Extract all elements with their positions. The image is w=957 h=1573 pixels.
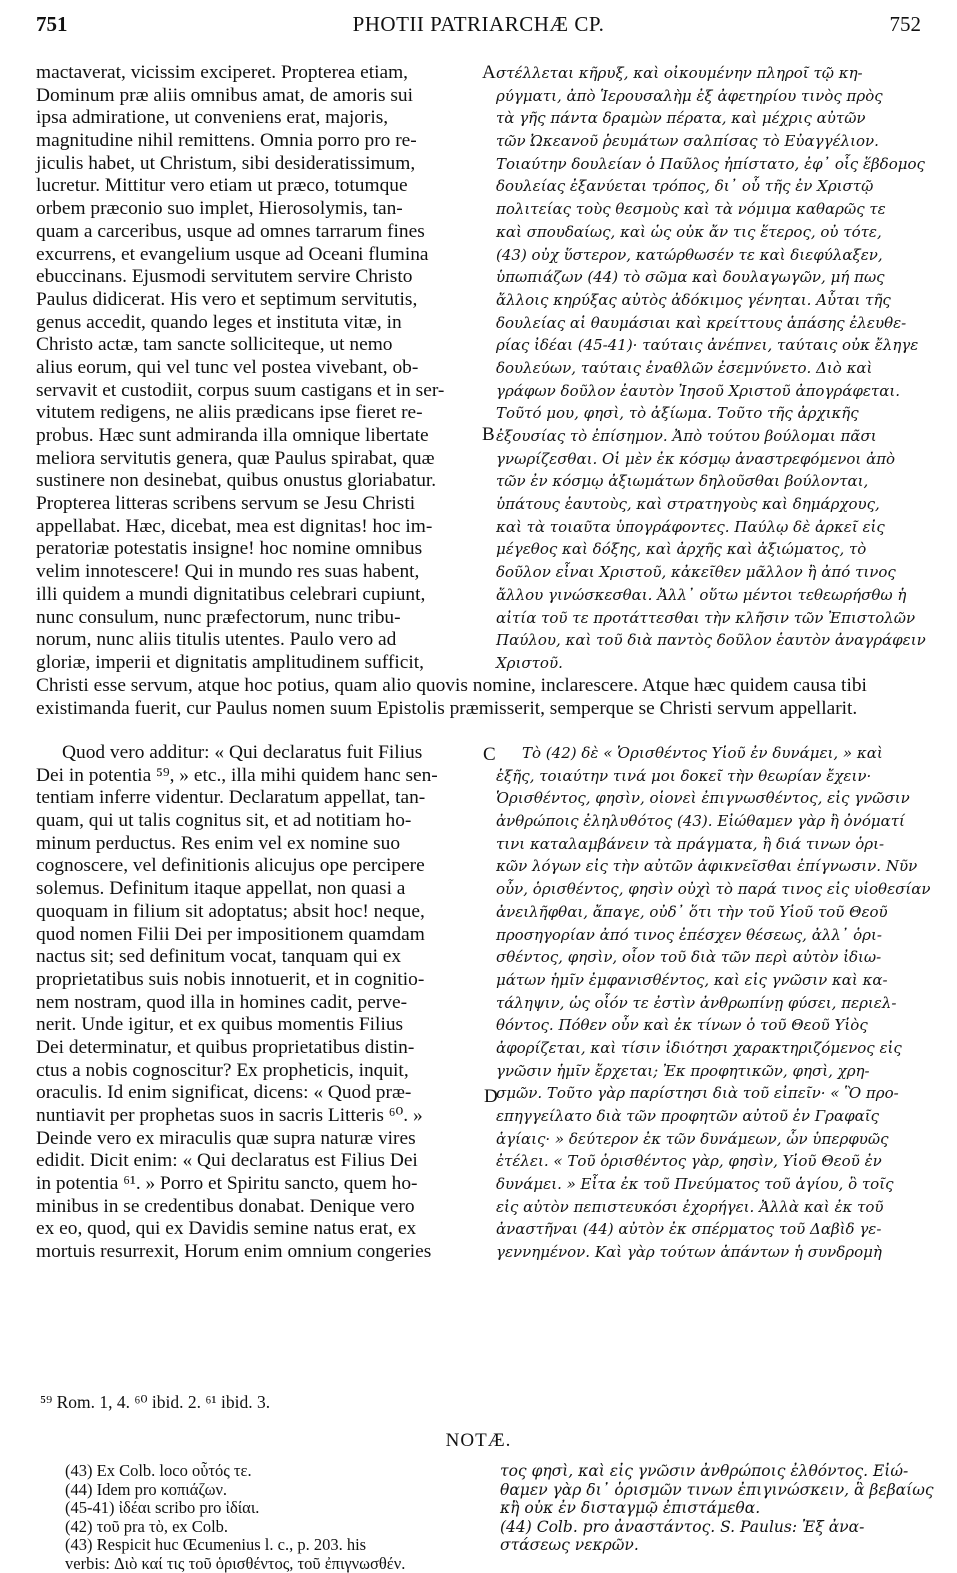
latin-text-line: tentiam inferre videntur. Declaratum appellat, tan- xyxy=(36,787,484,810)
latin-text-line: in potentia ⁶¹. » Porro et Spiritu sancto, quem ho- xyxy=(36,1173,484,1196)
greek-text-line: οὖν, ὁρισθέντος, φησὶν οὐχὶ τὸ παρά τινος εἰς υἱοθεσίαν xyxy=(496,878,926,901)
note-line: κἢ οὐκ ἐν δισταγμῷ ἐπιστάμεθα. xyxy=(500,1499,925,1518)
latin-text-line: lucretur. Mittitur vero etiam ut præco, totumque xyxy=(36,175,484,198)
latin-column-c xyxy=(36,742,484,1264)
greek-text-line: γνῶσιν ἡμῖν ἔρχεται; Ἐκ προφητικῶν, φησὶ, χρη- xyxy=(496,1060,926,1083)
greek-text-line: ἐξουσίας τὸ ἐπίσημον. Ἀπὸ τούτου βούλομαι πᾶσι xyxy=(496,425,926,448)
margin-marker-a: A xyxy=(482,62,496,84)
latin-text-line: Deinde vero ex miraculis quæ supra naturæ vires xyxy=(36,1128,484,1151)
greek-text-line: κῶν λόγων εἰς τὴν αὐτῶν ἀφικνεῖσθαι ἐπίγνωσιν. Νῦν xyxy=(496,855,926,878)
latin-text-line: quam, qui ut talis cognitus sit, et ad notitiam ho- xyxy=(36,810,484,833)
latin-text-line: Quod vero additur: « Qui declaratus fuit Filius xyxy=(36,742,484,765)
latin-text-line: genus accedit, quando leges et instituta vitæ, in xyxy=(36,312,484,335)
full-width-paragraph xyxy=(36,675,921,720)
greek-text-line: ἐτέλει. « Τοῦ ὁρισθέντος γὰρ, φησὶν, Υἱοῦ Θεοῦ ἐν xyxy=(496,1150,926,1173)
greek-column-c xyxy=(496,742,926,1264)
latin-text-line: vitutem redigens, ne aliis prædicans ipse fieret re- xyxy=(36,402,484,425)
latin-text-line: minum perductus. Res enim vel ex nomine suo xyxy=(36,833,484,856)
latin-text-line: probus. Hæc sunt admiranda illa omnique libertate xyxy=(36,425,484,448)
greek-text-line: σμῶν. Τοῦτο γὰρ παρίστησι διὰ τοῦ εἰπεῖν· « Ὃ προ- xyxy=(496,1082,926,1105)
latin-text-line: Christo actæ, tam sancte solliciteque, ut nemo xyxy=(36,334,484,357)
margin-marker-c: C xyxy=(483,744,496,766)
greek-text-line: πολιτείας τοὺς θεσμοὺς καὶ τὰ νόμιμα καθαρῶς τε xyxy=(496,198,926,221)
latin-text-line: Paulus didicerat. His vero et septimum servitutis, xyxy=(36,289,484,312)
greek-text-line: ἄλλου γινώσκεσθαι. Ἀλλ᾽ οὕτω μέντοι τεθεωρήσθω ἡ xyxy=(496,584,926,607)
latin-text-line: velim innotescere! Qui in mundo res suas habent, xyxy=(36,561,484,584)
greek-text-line: ὑπωπιάζων (44) τὸ σῶμα καὶ δουλαγωγῶν, μή πως xyxy=(496,266,926,289)
greek-text-line: ἀνθρώποις ἐληλυθότος (43). Εἰώθαμεν γὰρ ἢ ὀνόματί xyxy=(496,810,926,833)
note-line: verbis: Διὸ καί τις τοῦ ὁρισθέντος, τοῦ ἐπιγνωσθέν. xyxy=(65,1555,485,1573)
greek-text-line: γνωρίζεσθαι. Οἱ μὲν ἐκ κόσμῳ ἀναστρεφόμενοι ἀπὸ xyxy=(496,448,926,471)
greek-text-line: ἀνειλῆφθαι, ἄπαγε, οὐδ᾽ ὅτι τὴν τοῦ Υἱοῦ τοῦ Θεοῦ xyxy=(496,901,926,924)
margin-marker-d: D xyxy=(484,1086,498,1108)
latin-text-line: nem nostram, quod illa in homines cadit, perve- xyxy=(36,992,484,1015)
latin-text-line: nerit. Unde igitur, et ex quibus momentis Filius xyxy=(36,1014,484,1037)
latin-text-line: Dei determinatur, et quibus proprietatibus distin- xyxy=(36,1037,484,1060)
greek-text-line: αἰτία τοῦ τε προτάττεσθαι τὴν κλῆσιν τῶν Ἐπιστολῶν xyxy=(496,607,926,630)
greek-text-line: Χριστοῦ. xyxy=(496,652,926,675)
latin-text-line: sustinere non desinebat, quibus onustus gloriabatur. xyxy=(36,470,484,493)
latin-text-line: mortuis resurrexit, Horum enim omnium congeries xyxy=(36,1241,484,1264)
greek-text-line: τινι καταλαμβάνειν τὰ πράγματα, ἢ διά τινων ὁρι- xyxy=(496,833,926,856)
greek-text-line: δουλείας αἱ θαυμάσιαι καὶ κρείττους ἁπάσης ἐλευθε- xyxy=(496,312,926,335)
note-line: (45-41) ἰδέαι scribo pro ἰδίαι. xyxy=(65,1499,485,1518)
note-line: τος φησὶ, καὶ εἰς γνῶσιν ἀνθρώποις ἐλθόντος. Εἰώ- xyxy=(500,1462,925,1481)
page-header xyxy=(36,12,921,46)
latin-column-a xyxy=(36,62,484,675)
latin-text-line: quod nomen Filii Dei per impositionem quamdam xyxy=(36,924,484,947)
latin-text-line: excurrens, et evangelium usque ad Oceani flumina xyxy=(36,244,484,267)
greek-text-line: δυνάμει. » Εἶτα ἐκ τοῦ Πνεύματος τοῦ ἁγίου, ὃ τοῖς xyxy=(496,1173,926,1196)
greek-column-a xyxy=(496,62,926,675)
greek-text-line: Τὸ (42) δὲ « Ὁρισθέντος Υἱοῦ ἐν δυνάμει, » καὶ xyxy=(496,742,926,765)
running-title: PHOTII PATRIARCHÆ CP. xyxy=(36,12,921,37)
greek-text-line: ἁγίαις· » δεύτερον ἐκ τῶν δυνάμεων, ὧν ὑπερφυῶς xyxy=(496,1128,926,1151)
latin-text-line: gloriæ, imperii et dignitatis amplitudinem sufficit, xyxy=(36,652,484,675)
text-line: Christi esse servum, atque hoc potius, quam alio quovis nomine, inclarescere. Atque hæc quidem causa tibi xyxy=(36,675,921,698)
greek-text-line: τῶν Ὠκεανοῦ ῥευμάτων σαλπίσας τὸ Εὐαγγέλιον. xyxy=(496,130,926,153)
latin-text-line: ctus a nobis cognoscitur? Ex propheticis, inquit, xyxy=(36,1060,484,1083)
page-number-left: 751 xyxy=(36,12,68,37)
greek-text-line: Τοῦτό μου, φησὶ, τὸ ἀξίωμα. Τοῦτο τῆς ἀρχικῆς xyxy=(496,402,926,425)
scripture-footnote: ⁵⁹ Rom. 1, 4. ⁶⁰ ibid. 2. ⁶¹ ibid. 3. xyxy=(40,1392,270,1413)
greek-text-line: καὶ σπουδαίως, καὶ ὡς οὐκ ἄν τις ἕτερος, οὐ τότε, xyxy=(496,221,926,244)
greek-text-line: δουλείας ἐξανύεται τρόπος, δι᾽ οὗ τῆς ἐν Χριστῷ xyxy=(496,175,926,198)
latin-text-line: solemus. Definitum itaque appellat, non quasi a xyxy=(36,878,484,901)
greek-text-line: εἰς αὐτὸν πεπιστευκόσι ἐχορήγει. Ἀλλὰ καὶ ἐκ τοῦ xyxy=(496,1196,926,1219)
greek-text-line: στέλλεται κῆρυξ, καὶ οἰκουμένην πληροῖ τῷ κη- xyxy=(496,62,926,85)
latin-text-line: ex eo, quod, qui ex Davidis semine natus erat, ex xyxy=(36,1218,484,1241)
latin-text-line: edidit. Dicit enim: « Qui declaratus est Filius Dei xyxy=(36,1150,484,1173)
note-line: (43) Ex Colb. loco οὗτός τε. xyxy=(65,1462,485,1481)
greek-text-line: προσηγορίαν ἀπό τινος ἐπέσχεν θέσεως, ἀλλ᾽ ὁρι- xyxy=(496,924,926,947)
greek-text-line: ἀναστῆναι (44) αὐτὸν ἐκ σπέρματος τοῦ Δαβὶδ γε- xyxy=(496,1218,926,1241)
note-line: (42) τοῦ pra τὸ, ex Colb. xyxy=(65,1518,485,1537)
greek-text-line: μάτων ἡμῖν ἐμφανισθέντος, καὶ εἰς γνῶσιν καὶ κα- xyxy=(496,969,926,992)
greek-text-line: Ὁρισθέντος, φησὶν, οἱονεὶ ἐπιγνωσθέντος, εἰς γνῶσιν xyxy=(496,787,926,810)
greek-text-line: γεννημένον. Καὶ γὰρ τούτων ἁπάντων ἡ συνδρομὴ xyxy=(496,1241,926,1264)
greek-text-line: σθέντος, φησὶν, οἷον τοῦ διὰ τῶν περὶ αὐτὸν ἰδιω- xyxy=(496,946,926,969)
latin-text-line: quoquam in filium sit adoptatus; absit hoc! neque, xyxy=(36,901,484,924)
latin-text-line: proprietatibus suis nobis innotuerit, et in cognitio- xyxy=(36,969,484,992)
latin-text-line: peratoriæ potestatis insigne! hoc nomine omnibus xyxy=(36,538,484,561)
latin-text-line: magnitudine nihil remittens. Omnia porro pro re- xyxy=(36,130,484,153)
greek-text-line: μέγεθος καὶ δόξης, καὶ ἀρχῆς καὶ ἀξιώματος, τὸ xyxy=(496,538,926,561)
latin-text-line: norum, nunc aliis titulis utentes. Paulo vero ad xyxy=(36,629,484,652)
latin-text-line: meliora servitutis genera, quæ Paulus spirabat, quæ xyxy=(36,448,484,471)
greek-text-line: (43) οὐχ ὕστερον, κατώρθωσέν τε καὶ διεφύλαξεν, xyxy=(496,244,926,267)
notes-right-column xyxy=(500,1462,925,1555)
latin-text-line: minibus in se credentibus donabat. Denique vero xyxy=(36,1196,484,1219)
notae-heading: NOTÆ. xyxy=(0,1430,957,1452)
latin-text-line: quam a carceribus, usque ad omnes tarrarum fines xyxy=(36,221,484,244)
greek-text-line: ἑξῆς, τοιαύτην τινά μοι δοκεῖ τὴν θεωρίαν ἔχειν· xyxy=(496,765,926,788)
greek-text-line: τὰ γῆς πάντα δραμὼν πέρατα, καὶ μέχρις αὐτῶν xyxy=(496,107,926,130)
latin-text-line: servavit et custodiit, corpus suum castigans et in ser- xyxy=(36,380,484,403)
greek-text-line: δοῦλον εἶναι Χριστοῦ, κἀκεῖθεν μᾶλλον ἢ ἀπό τινος xyxy=(496,561,926,584)
latin-text-line: ipsa admiratione, ut conveniens erat, majoris, xyxy=(36,107,484,130)
greek-text-line: γράφων δοῦλον ἑαυτὸν Ἰησοῦ Χριστοῦ ἀπογράφεται. xyxy=(496,380,926,403)
note-line: (44) Idem pro κοπιάζων. xyxy=(65,1481,485,1500)
greek-text-line: Τοιαύτην δουλείαν ὁ Παῦλος ἠπίστατο, ἐφ᾽ οἷς ἕβδομος xyxy=(496,153,926,176)
latin-text-line: mactaverat, vicissim exciperet. Propterea etiam, xyxy=(36,62,484,85)
latin-text-line: ebuccinans. Ejusmodi servitutem servire Christo xyxy=(36,266,484,289)
note-line: θαμεν γὰρ δι᾽ ὁρισμῶν τινων ἐπιγινώσκειν, ἃ βεβαίως xyxy=(500,1481,925,1500)
greek-text-line: Παύλου, καὶ τοῦ διὰ παντὸς δοῦλον ἑαυτὸν ἀναγράφειν xyxy=(496,629,926,652)
greek-text-line: τάληψιν, ὡς οἷόν τε ἐστὶν ἀνθρωπίνῃ φύσει, περιελ- xyxy=(496,992,926,1015)
page-number-right: 752 xyxy=(890,12,922,37)
latin-text-line: nunc consulum, nunc præfectorum, nunc tribu- xyxy=(36,607,484,630)
margin-marker-b: B xyxy=(482,424,495,446)
latin-text-line: cognoscere, vel definitionis alicujus ope percipere xyxy=(36,855,484,878)
greek-text-line: ρύγματι, ἀπὸ Ἱερουσαλὴμ ἐξ ἀφετηρίου τινὸς πρὸς xyxy=(496,85,926,108)
greek-text-line: ὑπάτους ἑαυτοὺς, καὶ στρατηγοὺς καὶ δημάρχους, xyxy=(496,493,926,516)
latin-text-line: appellabat. Hæc, dicebat, mea est dignitas! hoc im- xyxy=(36,516,484,539)
latin-text-line: orbem præconio suo implet, Hierosolymis, tan- xyxy=(36,198,484,221)
greek-text-line: τῶν ἐν κόσμῳ ἀξιωμάτων δηλοῦσθαι βούλονται, xyxy=(496,470,926,493)
notes-left-column xyxy=(65,1462,485,1573)
greek-text-line: επηγγείλατο διὰ τῶν προφητῶν αὐτοῦ ἐν Γραφαῖς xyxy=(496,1105,926,1128)
latin-text-line: jiculis habet, ut Christum, sibi desideratissimum, xyxy=(36,153,484,176)
latin-text-line: nactus sit; sed definitum vocat, tanquam qui ex xyxy=(36,946,484,969)
note-line: στάσεως νεκρῶν. xyxy=(500,1536,925,1555)
greek-text-line: ρίας ἰδέαι (45-41)· ταύταις ἀνέπνει, ταύταις οὐκ ἔληγε xyxy=(496,334,926,357)
greek-text-line: καὶ τὰ τοιαῦτα ὑπογράφοντες. Παύλῳ δὲ ἀρκεῖ εἰς xyxy=(496,516,926,539)
note-line: (44) Colb. pro ἀναστάντος. S. Paulus: Ἐξ ἀνα- xyxy=(500,1518,925,1537)
greek-text-line: ἀφορίζεται, καὶ τίσιν ἰδιότησι χαρακτηριζόμενος εἰς xyxy=(496,1037,926,1060)
latin-text-line: alius eorum, qui vel tunc vel postea vivebant, ob- xyxy=(36,357,484,380)
latin-text-line: oraculis. Id enim significat, dicens: « Quod præ- xyxy=(36,1082,484,1105)
latin-text-line: illi quidem a mundi dignitatibus celebrari cupiunt, xyxy=(36,584,484,607)
latin-text-line: Dominum præ aliis omnibus amat, de amoris sui xyxy=(36,85,484,108)
note-line: (43) Respicit huc Œcumenius l. c., p. 203. his xyxy=(65,1536,485,1555)
latin-text-line: Dei in potentia ⁵⁹, » etc., illa mihi quidem hanc sen- xyxy=(36,765,484,788)
greek-text-line: δουλεύων, ταύταις ἐναθλῶν ἐσεμνύνετο. Διὸ καὶ xyxy=(496,357,926,380)
latin-text-line: Propterea litteras scribens servum se Jesu Christi xyxy=(36,493,484,516)
greek-text-line: θόντος. Πόθεν οὖν καὶ ἐκ τίνων ὁ τοῦ Θεοῦ Υἱὸς xyxy=(496,1014,926,1037)
greek-text-line: ἄλλοις κηρύξας αὐτὸς ἀδόκιμος γένηται. Αὗται τῆς xyxy=(496,289,926,312)
text-line: existimanda fuerit, cur Paulus nomen suum Epistolis præmisserit, semperque se Christi servum appellarit. xyxy=(36,698,921,721)
latin-text-line: nuntiavit per prophetas suos in sacris Litteris ⁶⁰. » xyxy=(36,1105,484,1128)
